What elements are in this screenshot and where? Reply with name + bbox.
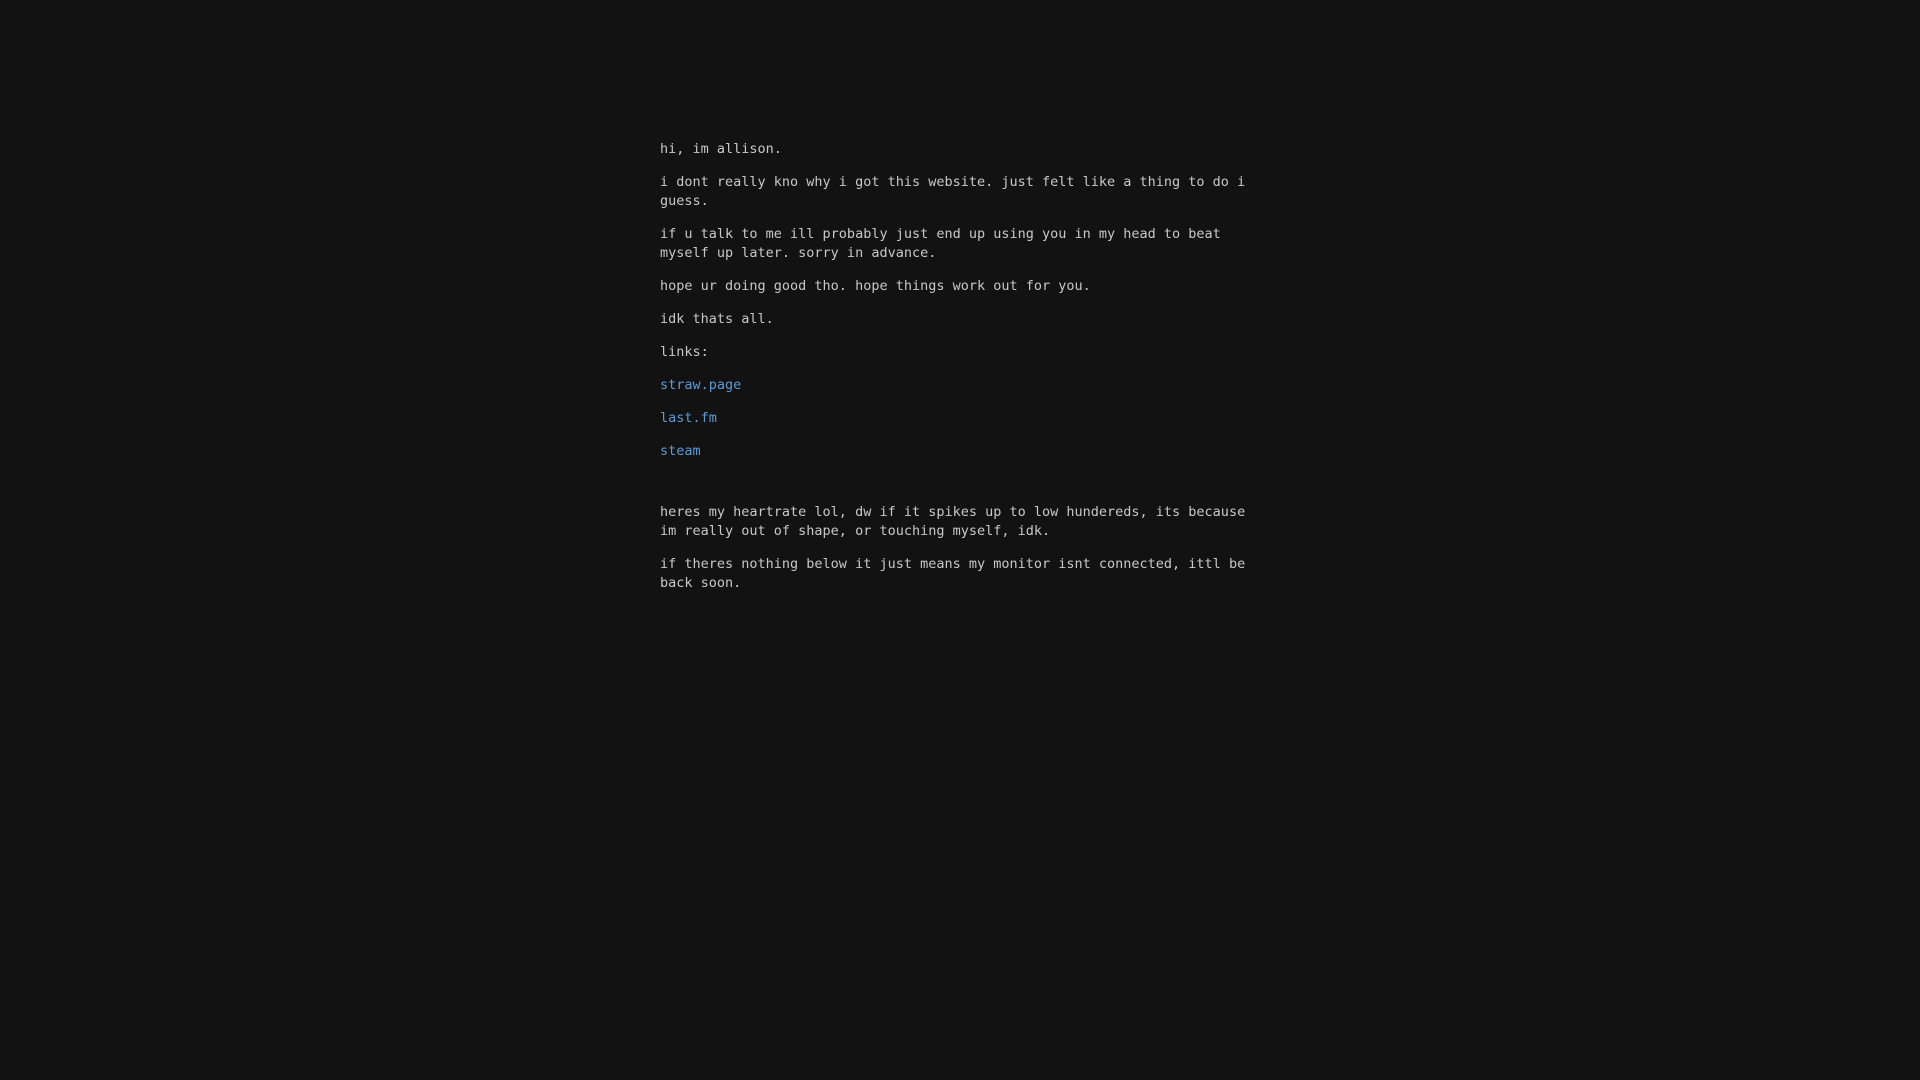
intro-paragraph-2: if u talk to me ill probably just end up using you in my head to beat myself up later. sorry in advance.	[660, 226, 1221, 261]
link-item-lastfm	[660, 409, 1260, 428]
link-steam[interactable]: steam	[660, 443, 701, 459]
intro-paragraph-1: i dont really kno why i got this website. just felt like a thing to do i guess.	[660, 174, 1246, 209]
intro-paragraph-4: idk thats all.	[660, 311, 774, 327]
link-item-steam	[660, 442, 1260, 461]
link-strawpage[interactable]: straw.page	[660, 377, 742, 393]
page-content	[660, 140, 1260, 607]
links-heading: links:	[660, 344, 709, 360]
link-lastfm[interactable]: last.fm	[660, 410, 717, 426]
intro-paragraph-3: hope ur doing good tho. hope things work out for you.	[660, 278, 1091, 294]
heartrate-paragraph-1: heres my heartrate lol, dw if it spikes up to low hundereds, its because im really out of shape, or touching myself, idk.	[660, 504, 1246, 539]
section-spacer	[660, 475, 1260, 503]
link-item-strawpage	[660, 376, 1260, 395]
greeting: hi, im allison.	[660, 141, 782, 157]
heartrate-paragraph-2: if theres nothing below it just means my monitor isnt connected, ittl be back soon.	[660, 556, 1246, 591]
